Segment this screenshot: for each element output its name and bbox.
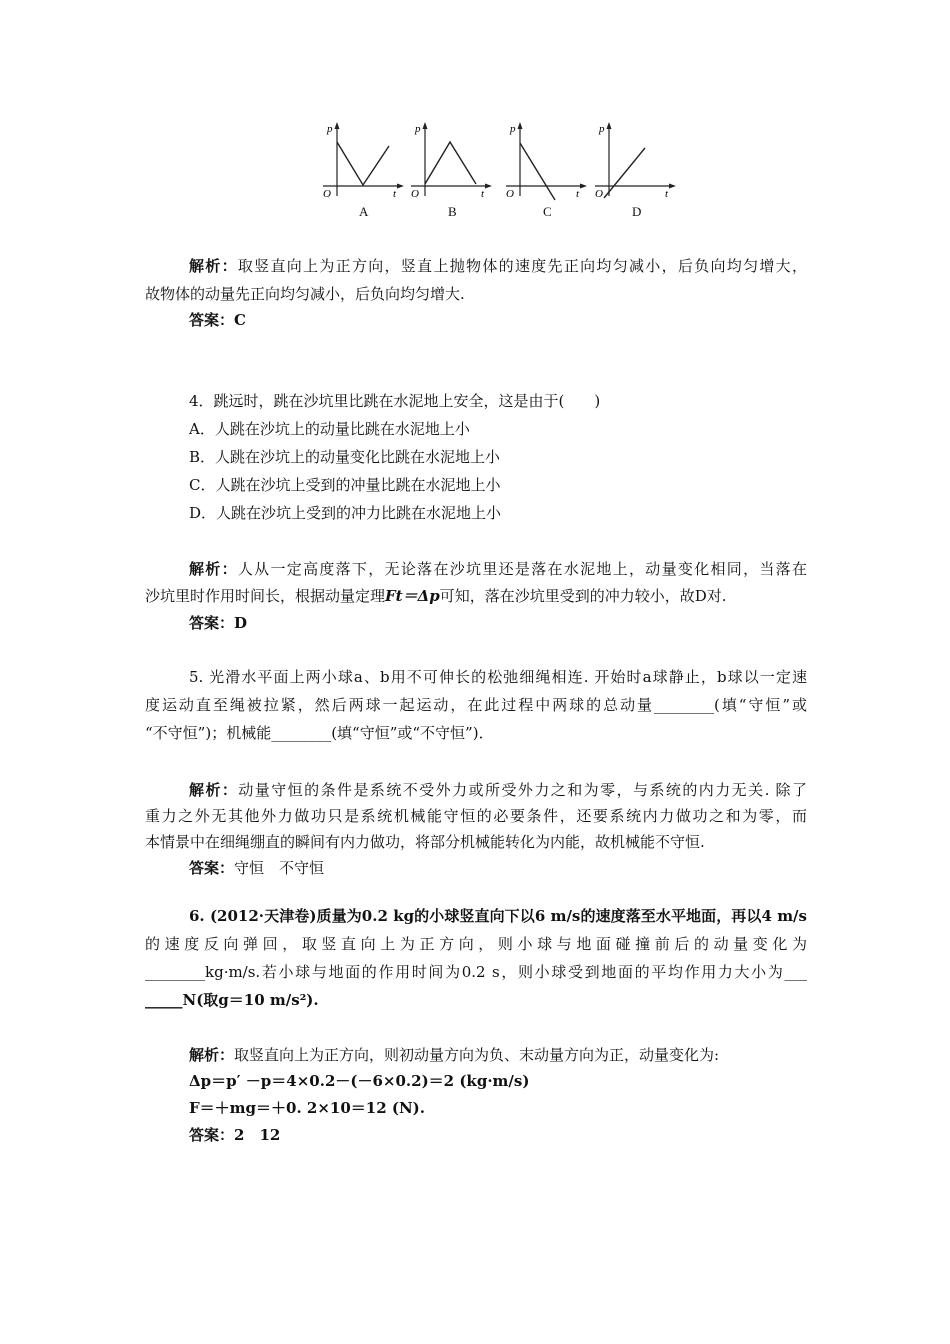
- graph-b: [406, 118, 496, 203]
- svg-text:O: O: [323, 188, 331, 200]
- q6-stem-line2: 的速度反向弹回，取竖直向上为正方向，则小球与地面碰撞前后的动量变化为: [145, 935, 807, 953]
- q4-option-d: D．人跳在沙坑上受到的冲力比跳在水泥地上小: [189, 504, 502, 522]
- q6-stem-line1: 6. (2012·天津卷)质量为0.2 kg的小球竖直向下以6 m/s的速度落至水平地面，再以4 m/s: [189, 907, 807, 925]
- svg-text:p: p: [327, 123, 333, 135]
- answer-label: 答案：: [189, 614, 235, 632]
- q4-analysis-line2: [145, 586, 807, 606]
- q5-stem-line2: 度运动直至绳被拉紧，然后两球一起运动，在此过程中两球的总动量________(填“守恒”或: [145, 696, 807, 714]
- q3-answer: [189, 310, 246, 330]
- svg-text:t: t: [665, 188, 669, 200]
- answer-value: 守恒 不守恒: [234, 859, 325, 877]
- analysis-text: 人从一定高度落下，无论落在沙坑里还是落在水泥地上，动量变化相同，当落在: [237, 560, 807, 578]
- svg-text:O: O: [595, 188, 603, 200]
- q6-stem-line3: ________kg·m/s.若小球与地面的作用时间为0.2 s，则小球受到地面的平均作用力大小为___: [145, 963, 807, 981]
- graph-label-a: A: [359, 204, 369, 219]
- q5-answer: [189, 858, 324, 878]
- answer-label: 答案：: [189, 1126, 235, 1144]
- svg-text:t: t: [393, 188, 397, 200]
- answer-value: D: [234, 614, 248, 632]
- answer-value: 2 12: [234, 1126, 281, 1144]
- analysis-text: 取竖直向上为正方向，则初动量方向为负、末动量方向为正，动量变化为:: [234, 1046, 720, 1064]
- graph-label-b: B: [448, 204, 457, 219]
- q5-stem-line1: 5. 光滑水平面上两小球a、b用不可伸长的松弛细绳相连. 开始时a球静止，b球以一定速: [189, 668, 807, 686]
- q5-stem-line3: “不守恒”)；机械能________(填“守恒”或“不守恒”)．: [145, 724, 494, 742]
- svg-text:O: O: [506, 188, 514, 200]
- graph-a: [318, 118, 408, 203]
- q5-analysis-line2: 重力之外无其他外力做功只是系统机械能守恒的必要条件，还要系统内力做功之和为零，而: [145, 807, 807, 825]
- q3-analysis-line1: [145, 256, 807, 276]
- q4-answer: [189, 613, 247, 633]
- analysis-label: 解析：: [189, 1046, 235, 1064]
- q5-analysis-line1: [145, 780, 807, 800]
- analysis-text: 取竖直向上为正方向，竖直上抛物体的速度先正向均匀减小，后负向均匀增大，: [237, 257, 807, 275]
- pt-graphs: [318, 118, 678, 223]
- q6-answer: [189, 1125, 280, 1145]
- analysis-text: 沙坑里时作用时间长，根据动量定理: [145, 587, 386, 605]
- q3-analysis-line2: 故物体的动量先正向均匀减小，后负向均匀增大.: [145, 285, 465, 303]
- analysis-text: 动量守恒的条件是系统不受外力或所受外力之和为零，与系统的内力无关. 除了: [238, 781, 807, 799]
- answer-label: 答案：: [189, 311, 235, 329]
- svg-text:t: t: [576, 188, 580, 200]
- svg-text:p: p: [415, 123, 421, 135]
- q6-equation-2: F＝＋mg＝＋0. 2×10＝12 (N).: [189, 1099, 425, 1117]
- formula: Ft＝Δp: [385, 587, 440, 605]
- q6-stem-line4: _____N(取g＝10 m/s²).: [145, 991, 319, 1009]
- svg-text:t: t: [481, 188, 485, 200]
- q4-analysis-line1: [145, 559, 807, 579]
- q6-analysis-line1: [145, 1045, 807, 1065]
- answer-value: C: [234, 311, 246, 329]
- graph-label-d: D: [632, 204, 642, 219]
- analysis-label: 解析：: [189, 560, 238, 578]
- q5-analysis-line3: 本情景中在细绳绷直的瞬间有内力做功，将部分机械能转化为内能，故机械能不守恒.: [145, 833, 705, 851]
- svg-text:O: O: [411, 188, 419, 200]
- analysis-label: 解析：: [189, 257, 238, 275]
- svg-text:p: p: [599, 123, 605, 135]
- graph-label-c: C: [543, 204, 552, 219]
- q4-option-a: A．人跳在沙坑上的动量比跳在水泥地上小: [189, 420, 470, 438]
- q4-stem: 4．跳远时，跳在沙坑里比跳在水泥地上安全，这是由于( ): [189, 392, 601, 410]
- svg-text:p: p: [510, 123, 516, 135]
- analysis-label: 解析：: [189, 781, 239, 799]
- analysis-text: 可知，落在沙坑里受到的冲力较小，故D对.: [439, 587, 727, 605]
- q4-option-b: B．人跳在沙坑上的动量变化比跳在水泥地上小: [189, 448, 501, 466]
- graph-d: [590, 118, 680, 203]
- answer-label: 答案：: [189, 859, 235, 877]
- q4-option-c: C．人跳在沙坑上受到的冲量比跳在水泥地上小: [189, 476, 501, 494]
- q6-equation-1: Δp＝p′ －p＝4×0.2－(－6×0.2)＝2 (kg·m/s): [189, 1072, 530, 1090]
- graph-c: [501, 118, 591, 203]
